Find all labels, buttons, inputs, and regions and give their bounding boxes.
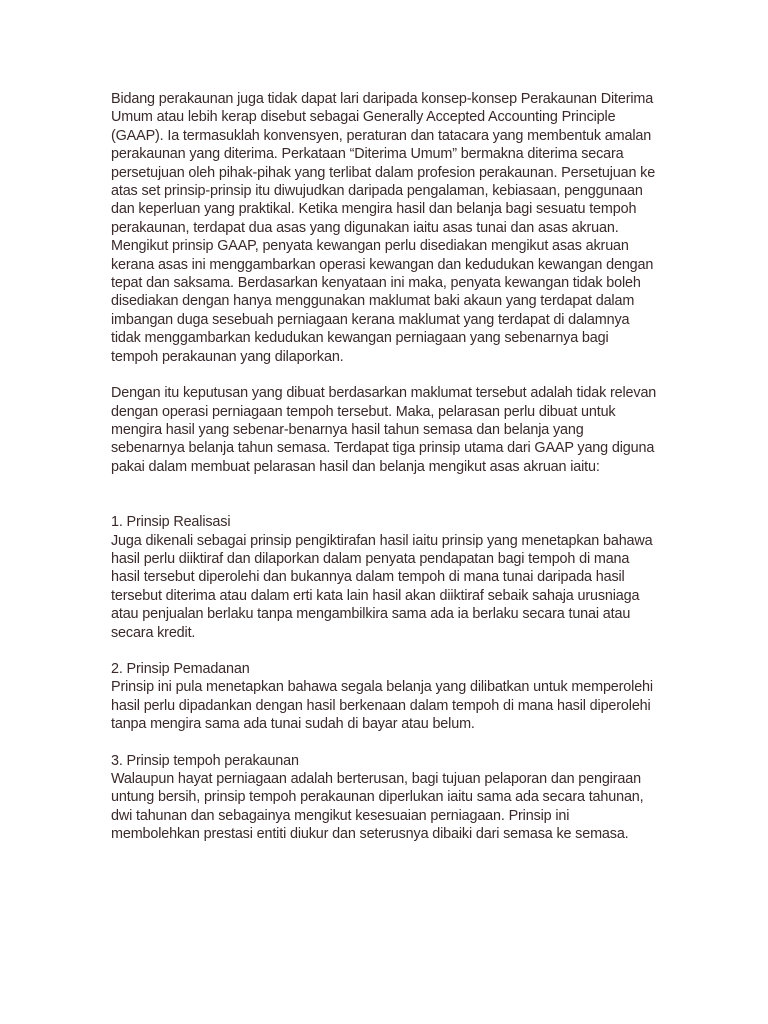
document-page (111, 90, 659, 862)
section-heading: 1. Prinsip Realisasi (111, 514, 231, 531)
section-heading: 2. Prinsip Pemadanan (111, 660, 250, 677)
section-body: Walaupun hayat perniagaan adalah berterusan, bagi tujuan pelaporan dan pengiraan untung bersih, prinsip tempoh perakaunan diperlukan iaitu sama ada secara tahunan, dwi tahunan dan sebagainya mengikut kesesuaian perniagaan. Prinsip ini membolehkan prestasi entiti diukur dan seterusnya dibaiki dari semasa ke semasa. (111, 771, 644, 843)
section-heading: 3. Prinsip tempoh perakaunan (111, 752, 299, 769)
section-body: Prinsip ini pula menetapkan bahawa segala belanja yang dilibatkan untuk memperolehi hasil perlu dipadankan dengan hasil berkenaan dalam tempoh di mana hasil diperolehi tanpa mengira sama ada tunai sudah di bayar atau belum. (111, 679, 653, 733)
intro-paragraph-1: Bidang perakaunan juga tidak dapat lari daripada konsep-konsep Perakaunan Diterima Umum atau lebih kerap disebut sebagai Generally Accepted Accounting Principle (GAAP). Ia termasuklah konvensyen, peraturan dan tatacara yang membentuk amalan perakaunan yang diterima. Perkataan “Diterima Umum” bermakna diterima secara persetujuan oleh pihak-pihak yang terlibat dalam profesion perakaunan. Persetujuan ke atas set prinsip-prinsip itu diwujudkan daripada pengalaman, kebiasaan, penggunaan dan keperluan yang praktikal. Ketika mengira hasil dan belanja bagi sesuatu tempoh perakaunan, terdapat dua asas yang digunakan iaitu asas tunai dan asas akruan. Mengikut prinsip GAAP, penyata kewangan perlu disediakan mengikut asas akruan kerana asas ini menggambarkan operasi kewangan dan kedudukan kewangan dengan tepat dan saksama. Berdasarkan kenyataan ini maka, penyata kewangan tidak boleh disediakan dengan hanya menggunakan maklumat baki akaun yang terdapat dalam imbangan duga sesebuah perniagaan kerana maklumat yang terdapat di dalamnya tidak menggambarkan kedudukan kewangan perniagaan yang sebenarnya bagi tempoh perakaunan yang dilaporkan. (111, 91, 656, 365)
section-prinsip-tempoh-perakaunan (111, 752, 659, 844)
section-prinsip-pemadanan (111, 660, 659, 734)
section-prinsip-realisasi (111, 513, 659, 642)
section-body: Juga dikenali sebagai prinsip pengiktirafan hasil iaitu prinsip yang menetapkan bahawa hasil perlu diiktiraf dan dilaporkan dalam penyata pendapatan bagi tempoh di mana hasil tersebut diperolehi dan bukannya dalam tempoh di mana tunai daripada hasil tersebut diterima atau dalam erti kata lain hasil akan diiktiraf sebaik sahaja urusniaga atau penjualan berlaku tanpa mengambilkira sama ada ia berlaku secara tunai atau secara kredit. (111, 532, 653, 641)
intro-paragraph-2: Dengan itu keputusan yang dibuat berdasarkan maklumat tersebut adalah tidak relevan dengan operasi perniagaan tempoh tersebut. Maka, pelarasan perlu dibuat untuk mengira hasil yang sebenar-benarnya hasil tahun semasa dan belanja yang sebenarnya belanja tahun semasa. Terdapat tiga prinsip utama dari GAAP yang diguna pakai dalam membuat pelarasan hasil dan belanja mengikut asas akruan iaitu: (111, 385, 657, 475)
